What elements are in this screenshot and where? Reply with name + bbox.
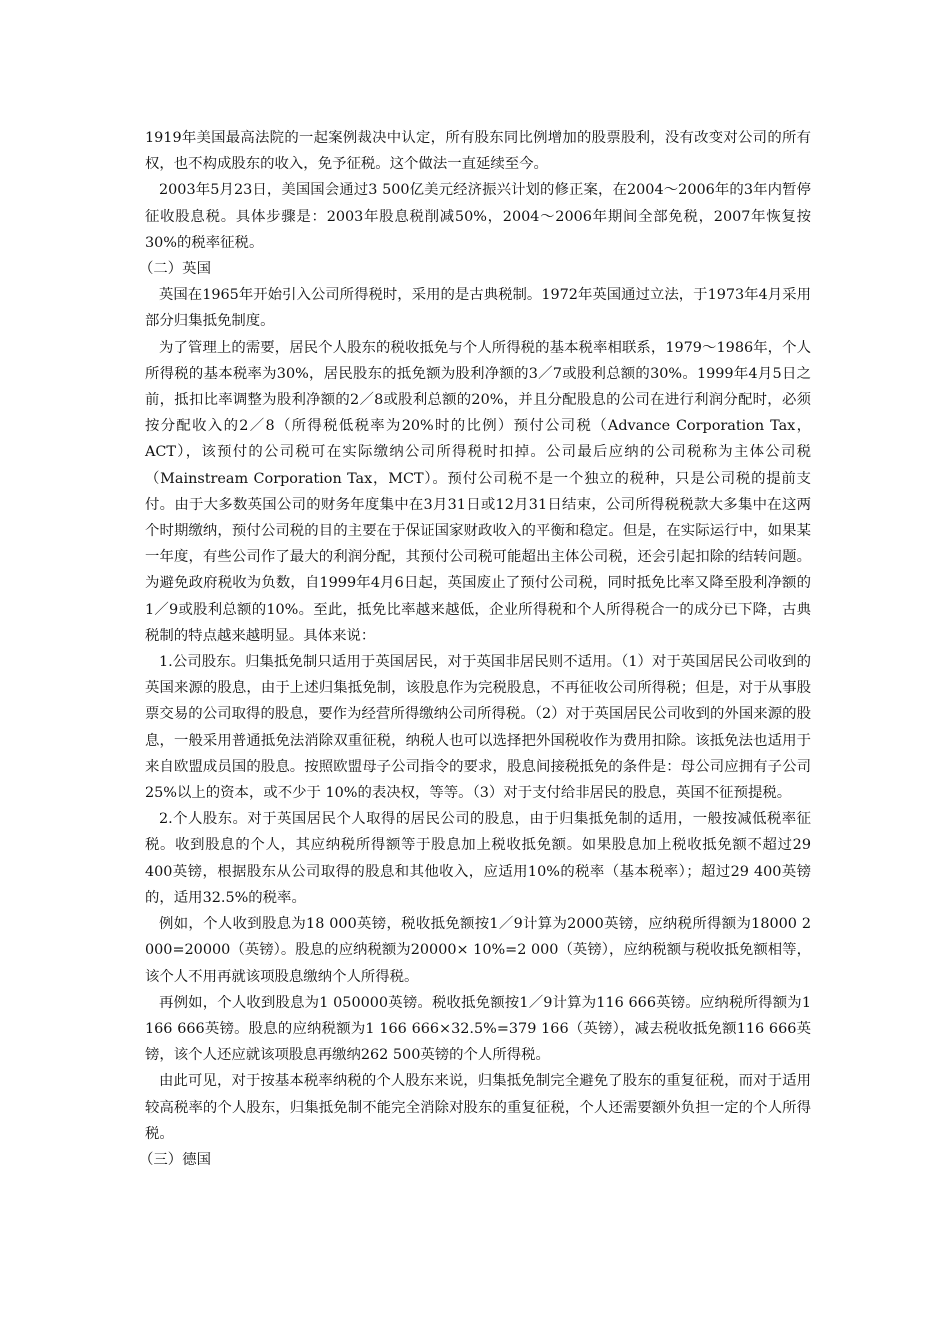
paragraph-example-higher-rate: 再例如，个人收到股息为1 050000英镑。税收抵免额按1／9计算为116 666英镑。应纳税所得额为1 166 666英镑。股息的应纳税额为1 166 666×32.5%=379 166（英镑），减去税收抵免额116 666英镑，该个人还应就该项股息再缴纳262 500英镑的个人所得税。 [145,994,811,1064]
section-heading-uk: （二）英国 [139,261,211,278]
paragraph-uk-intro: 英国在1965年开始引入公司所得税时，采用的是古典税制。1972年英国通过立法，于1973年4月采用部分归集抵免制度。 [145,287,811,330]
paragraph-conclusion: 由此可见，对于按基本税率纳税的个人股东来说，归集抵免制完全避免了股东的重复征税，而对于适用较高税率的个人股东，归集抵免制不能完全消除对股东的重复征税，个人还需要额外负担一定的个人所得税。 [145,1073,811,1142]
paragraph-us-2003-stimulus: 2003年5月23日，美国国会通过3 500亿美元经济振兴计划的修正案，在2004～2006年的3年内暂停征收股息税。具体步骤是：2003年股息税削减50%，2004～2006年期间全部免税，2007年恢复按30%的税率征税。 [145,182,811,251]
paragraph-uk-corporate-shareholders: 1.公司股东。归集抵免制只适用于英国居民，对于英国非居民则不适用。（1）对于英国居民公司收到的英国来源的股息，由于上述归集抵免制，该股息作为完税股息，不再征收公司所得税；但是，对于从事股票交易的公司取得的股息，要作为经营所得缴纳公司所得税。（2）对于英国居民公司收到的外国来源的股息，一般采用普通抵免法消除双重征税，纳税人也可以选择把外国税收作为费用扣除。该抵免法也适用于来自欧盟成员国的股息。按照欧盟母子公司指令的要求，股息间接税抵免的条件是：母公司应拥有子公司 25%以上的资本，或不少于 10%的表决权，等等。（3）对于支付给非居民的股息，英国不征预提税。 [145,654,811,802]
document-page [139,125,811,1173]
paragraph-uk-tax-credit-history: 为了管理上的需要，居民个人股东的税收抵免与个人所得税的基本税率相联系，1979～1986年，个人所得税的基本税率为30%，居民股东的抵免额为股利净额的3／7或股利总额的30%。1999年4月5日之前，抵扣比率调整为股利净额的2／8或股利总额的20%，并且分配股息的公司在进行利润分配时，必须按分配收入的2／8（所得税低税率为20%时的比例）预付公司税（Advance Corporation Tax，ACT），该预付的公司税可在实际缴纳公司所得税时扣掉。公司最后应纳的公司税称为主体公司税（Mainstream Corporation Tax，MCT）。预付公司税不是一个独立的税种，只是公司税的提前支付。由于大多数英国公司的财务年度集中在3月31日或12月31日结束，公司所得税税款大多集中在这两个时期缴纳，预付公司税的目的主要在于保证国家财政收入的平衡和稳定。但是，在实际运行中，如果某一年度，有些公司作了最大的利润分配，其预付公司税可能超出主体公司税，还会引起扣除的结转问题。为避免政府税收为负数，自1999年4月6日起，英国废止了预付公司税，同时抵免比率又降至股利净额的1／9或股利总额的10%。至此，抵免比率越来越低，企业所得税和个人所得税合一的成分已下降，古典税制的特点越来越明显。具体来说： [145,339,811,644]
section-heading-germany: （三）德国 [139,1151,211,1168]
paragraph-uk-individual-shareholders: 2.个人股东。对于英国居民个人取得的居民公司的股息，由于归集抵免制的适用，一般按减低税率征税。收到股息的个人，其应纳税所得额等于股息加上税收抵免额。如果股息加上税收抵免额不超过29 400英镑，根据股东从公司取得的股息和其他收入，应适用10%的税率（基本税率）；超过29 400英镑的，适用32.5%的税率。 [145,811,811,906]
paragraph-us-stock-dividend-ruling: 1919年美国最高法院的一起案例裁决中认定，所有股东同比例增加的股票股利，没有改变对公司的所有权，也不构成股东的收入，免予征税。这个做法一直延续至今。 [145,130,811,173]
paragraph-example-basic-rate: 例如，个人收到股息为18 000英镑，税收抵免额按1／9计算为2000英镑，应纳税所得额为18000 2 000=20000（英镑）。股息的应纳税额为20000× 10%=2 000（英镑），应纳税额与税收抵免额相等，该个人不用再就该项股息缴纳个人所得税。 [145,916,811,985]
